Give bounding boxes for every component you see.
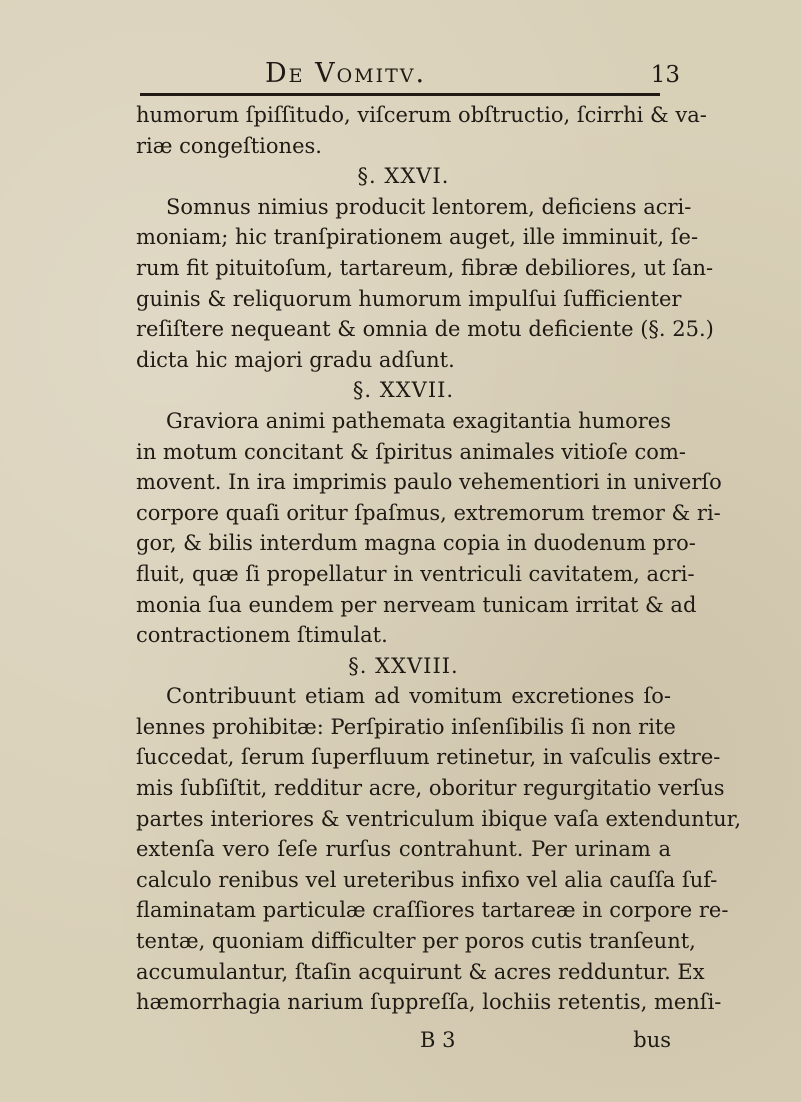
text-line: moniam; hic tranſpirationem auget, ille imminuit, ſe- (136, 225, 699, 250)
text-line: flaminatam particulæ craſſiores tartareæ in corpore re- (136, 898, 729, 923)
text-line: partes interiores & ventriculum ibique vaſa extenduntur, (136, 806, 742, 831)
text-line: lennes prohibitæ: Perſpiratio inſenſibilis ſi non rite (136, 714, 676, 739)
header-rule (140, 93, 660, 96)
section-heading: §. XXVI. (357, 164, 450, 189)
text-line: Somnus nimius producit lentorem, deficiens acri- (166, 194, 692, 219)
text-line: reſiſtere nequeant & omnia de motu deficiente (§. 25.) (136, 317, 714, 342)
page-header (140, 52, 680, 92)
text-line: dicta hic majori gradu adſunt. (136, 347, 455, 372)
text-line: mis ſubſiſtit, redditur acre, oboritur regurgitatio verſus (136, 776, 725, 801)
text-line: extenſa vero ſeſe rurſus contrahunt. Per urinam a (136, 837, 671, 862)
text-line: Graviora animi pathemata exagitantia humores (166, 408, 671, 433)
text-line: rum fit pituitoſum, tartareum, fibræ debiliores, ut ſan- (136, 255, 714, 280)
text-line: calculo renibus vel ureteribus infixo vel alia cauſſa ſuf- (136, 867, 718, 892)
page-number: 13 (650, 62, 680, 88)
text-line: Contribuunt etiam ad vomitum excretiones ſo- (166, 684, 671, 709)
text-line: riæ congeſtiones. (136, 133, 322, 158)
section-heading: §. XXVII. (352, 378, 455, 403)
page-footer (136, 1028, 671, 1058)
text-line: ſuccedat, ſerum ſuperfluum retinetur, in vaſculis extre- (136, 745, 721, 770)
running-head: De Vomitv. (265, 58, 427, 89)
text-line: gor, & bilis interdum magna copia in duodenum pro- (136, 531, 696, 556)
catchword: bus (633, 1028, 671, 1052)
body-text (136, 100, 742, 1018)
text-line: in motum concitant & ſpiritus animales vitioſe com- (136, 439, 686, 464)
text-line: contractionem ſtimulat. (136, 623, 388, 648)
text-line: fluit, quæ ſi propellatur in ventriculi cavitatem, acri- (136, 561, 695, 586)
text-line: monia ſua eundem per nerveam tunicam irritat & ad (136, 592, 697, 617)
signature-mark: B 3 (420, 1028, 456, 1052)
text-line: humorum ſpiſſitudo, viſcerum obſtructio, ſcirrhi & va- (136, 103, 707, 127)
text-line: hæmorrhagia narium ſuppreſſa, lochiis retentis, menſi- (136, 990, 722, 1015)
text-line: tentæ, quoniam difficulter per poros cutis tranſeunt, (136, 929, 696, 954)
text-line: corpore quaſi oritur ſpaſmus, extremorum tremor & ri- (136, 500, 721, 525)
text-line: accumulantur, ſtaſin acquirunt & acres redduntur. Ex (136, 959, 705, 984)
text-line: guinis & reliquorum humorum impulſui ſufficienter (136, 286, 682, 311)
section-heading: §. XXVIII. (348, 653, 459, 678)
text-line: movent. In ira imprimis paulo vehementiori in univerſo (136, 470, 722, 495)
